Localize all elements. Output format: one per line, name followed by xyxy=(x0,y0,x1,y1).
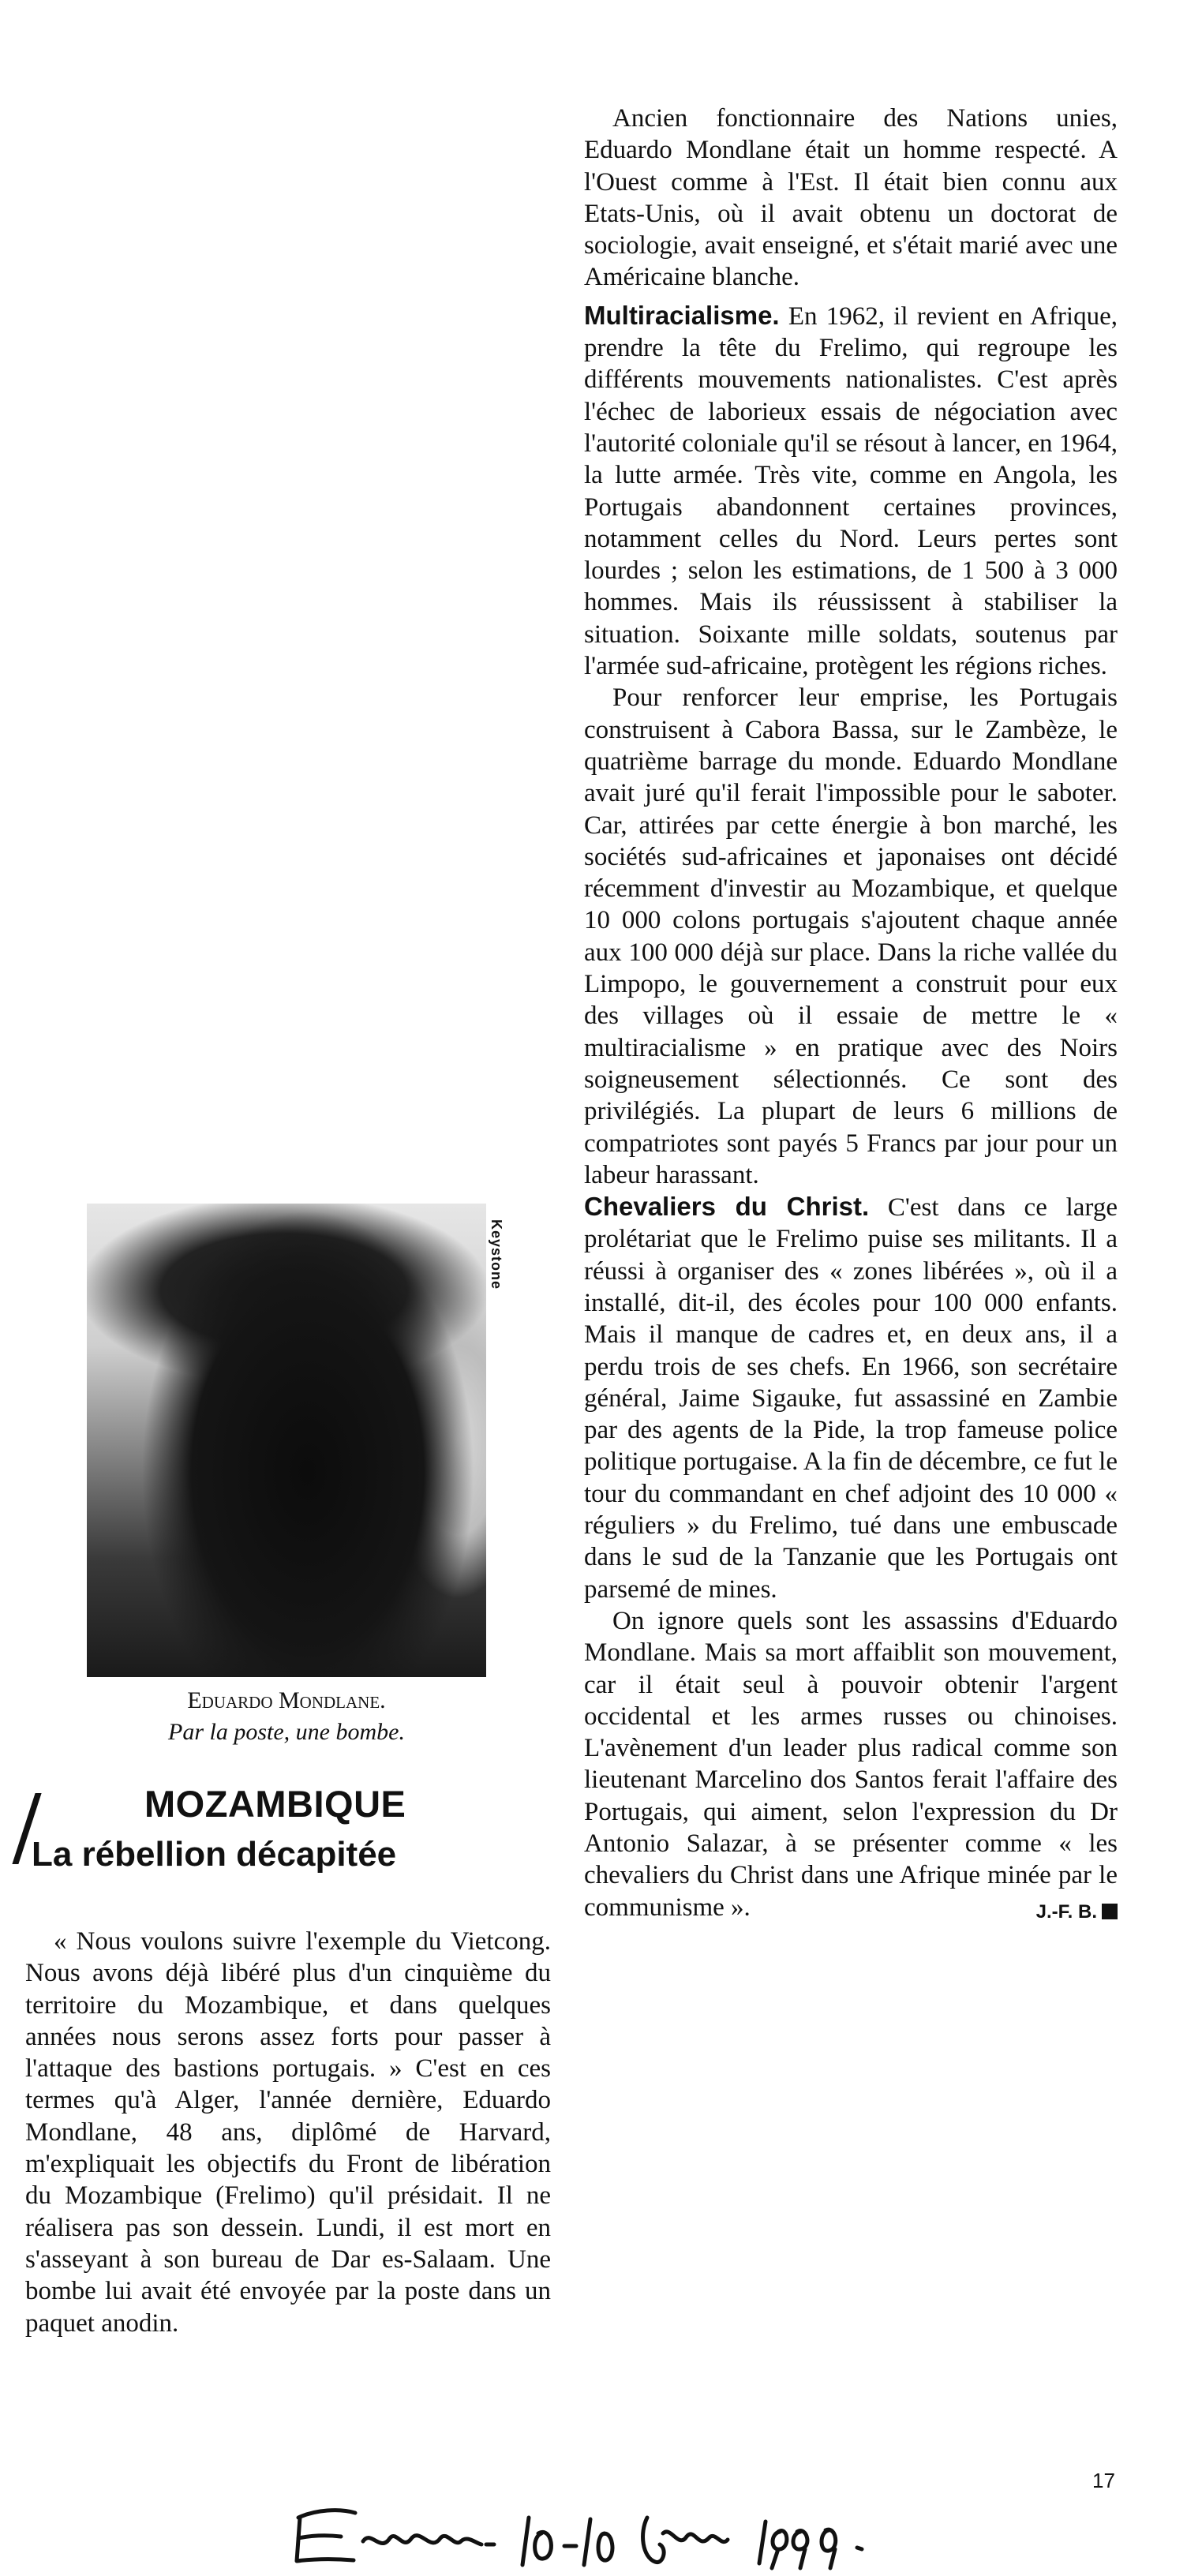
author-signature xyxy=(1008,1896,1118,1928)
kicker: MOZAMBIQUE xyxy=(144,1783,406,1825)
subhead-multiracialisme: Multiracialisme. xyxy=(584,300,780,330)
paragraph-conclusion xyxy=(584,1605,1118,1923)
paragraph-conclusion-text: On ignore quels sont les assassins d'Eduardo Mondlane. Mais sa mort affaiblit son mouvement, car il était seul à pouvoir obtenir l'argent occidental et les armes russes ou chinoises. L'avènement d'un leader plus radical comme son lieutenant Marcelino dos Santos ferait l'affaire des Portugais, qui aiment, selon l'expression du Dr Antonio Salazar, à se présenter comme « les chevaliers du Christ dans une Afrique minée par le communisme ». xyxy=(584,1606,1118,1922)
paragraph-multiracialisme-text: En 1962, il revient en Afrique, prendre la tête du Frelimo, qui regroupe les différents mouvements nationalistes. C'est après l'échec de laborieux essais de négociation avec l'autorité coloniale qu'il se résout à lancer, en 1964, la lutte armée. Très vite, comme en Angola, les Portugais abandonnent certaines provinces, notamment celles du Nord. Leurs pertes sont lourdes ; selon les estimations, de 1 500 à 3 000 hommes. Mais ils réussissent à stabiliser la situation. Soixante mille soldats, soutenus par l'armée sud-africaine, protègent les régions riches. xyxy=(584,301,1118,681)
handwritten-note xyxy=(292,2486,892,2573)
paragraph-intro: Ancien fonctionnaire des Nations unies, Eduardo Mondlane était un homme respecté. A l'Ouest comme à l'Est. Il était bien connu aux Etats-Unis, où il avait obtenu un doctorat de sociologie, avait enseigné, et s'était marié avec une Américaine blanche. xyxy=(584,104,1118,292)
lede-paragraph: « Nous voulons suivre l'exemple du Vietcong. Nous avons déjà libéré plus d'un cinquième du territoire du Mozambique, et dans quelques années nous serons assez forts pour passer à l'attaque des bastions portugais. » C'est en ces termes qu'à Alger, l'année dernière, Eduardo Mondlane, 48 ans, diplômé de Harvard, m'expliquait les objectifs du Front de libération du Mozambique (Frelimo) qu'il présidait. Il ne réalisera pas son dessein. Lundi, il est mort en s'asseyant à son bureau de Dar es-Salaam. Une bombe lui avait été envoyée par la poste dans un paquet anodin. xyxy=(25,1927,551,2338)
headline: La rébellion décapitée xyxy=(32,1835,397,1874)
paragraph-chevaliers xyxy=(584,1191,1118,1605)
caption-name: Eduardo Mondlane. xyxy=(187,1687,386,1713)
end-mark-icon xyxy=(1102,1904,1118,1919)
caption-subtitle: Par la poste, une bombe. xyxy=(168,1719,405,1745)
photo-caption xyxy=(87,1685,486,1748)
paragraph-chevaliers-text: C'est dans ce large prolétariat que le Frelimo puise ses militants. Il a réussi à organiser des « zones libérées », où il a installé, dit-il, des écoles pour 100 000 enfants. Mais il manque de cadres et, en deux ans, il a perdu trois de ses chefs. En 1966, son secrétaire général, Jaime Sigauke, fut assassiné en Zambie par des agents de la Pide, la trop fameuse police politique portugaise. A la fin de décembre, ce fut le tour du commandant en chef adjoint des 10 000 « réguliers » du Frelimo, tué dans une embuscade dans le sud de la Tanzanie que les Portugais ont parsemé de mines. xyxy=(584,1193,1118,1604)
right-column xyxy=(584,103,1118,1928)
paragraph-cabora-bassa: Pour renforcer leur emprise, les Portugais construisent à Cabora Bassa, sur le Zambèze, le quatrième barrage du monde. Eduardo Mondlane avait juré qu'il ferait l'impossible pour le saboter. Car, attirées par cette énergie à bon marché, les sociétés sud-africaines et japonaises ont décidé récemment d'investir au Mozambique, et quelque 10 000 colons portugais s'ajoutent chaque année aux 100 000 déjà sur place. Dans la riche vallée du Limpopo, le gouvernement a construit pour eux des villages où il essaie de mettre le « multiracialisme » en pratique avec des Noirs soigneusement sélectionnés. Ce sont des privilégiés. La plupart de leurs 6 millions de compatriotes sont payés 5 Francs par jour pour un labeur harassant. xyxy=(584,683,1118,1189)
photo-credit: Keystone xyxy=(489,1219,504,1290)
subhead-chevaliers: Chevaliers du Christ. xyxy=(584,1192,870,1222)
page-number: 17 xyxy=(1092,2469,1115,2492)
portrait-photo xyxy=(87,1204,486,1677)
paragraph-multiracialisme xyxy=(584,300,1118,683)
author-initials: J.-F. B. xyxy=(1035,1900,1097,1923)
